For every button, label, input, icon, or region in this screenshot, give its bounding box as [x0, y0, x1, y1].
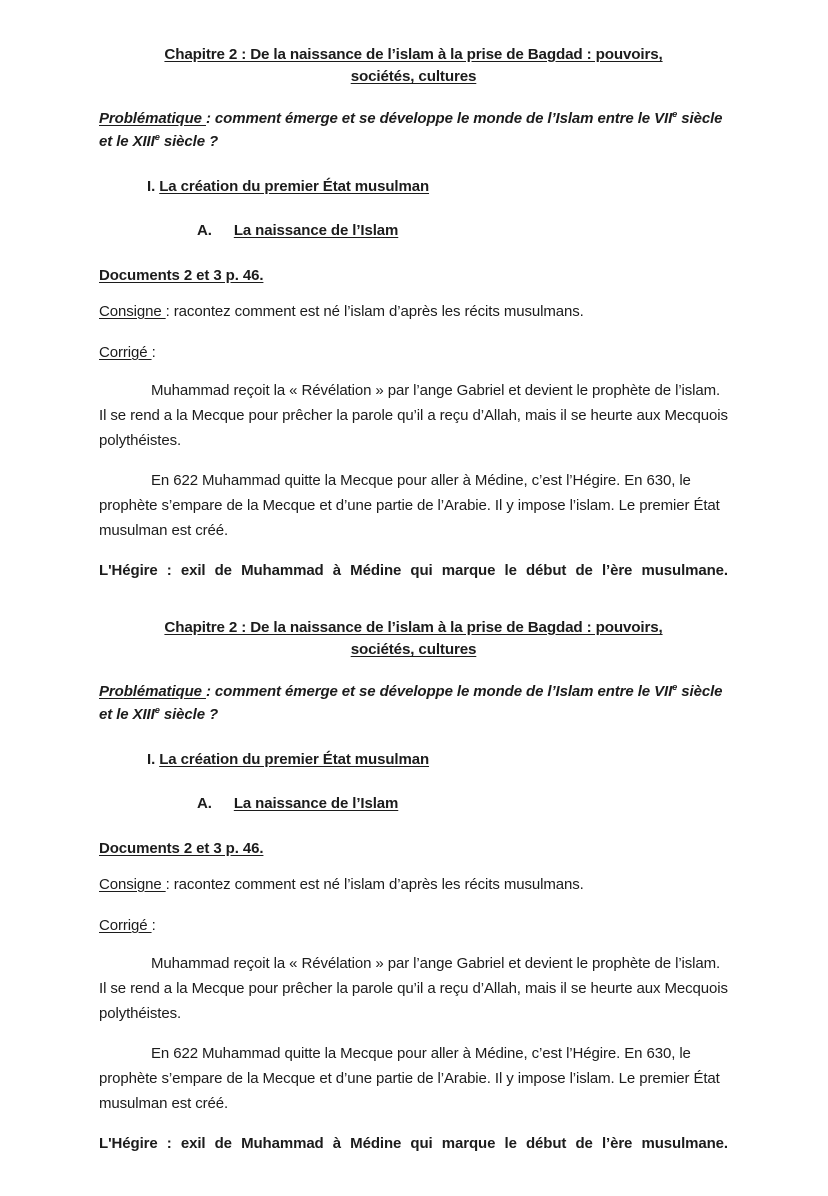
section-heading-a [99, 793, 728, 815]
document-reference-text: Documents 2 et 3 p. 46. [99, 267, 264, 284]
problematique-text-c: siècle ? [159, 132, 219, 150]
corrige-line [99, 915, 728, 936]
section-heading-one [99, 176, 728, 198]
problematique-superscript-1: e [672, 682, 678, 692]
chapter-title-line-1: Chapitre 2 : De la naissance de l’islam à la prise de Bagdad : pouvoirs, [164, 46, 663, 63]
problematique-text-c: siècle ? [159, 705, 219, 723]
chapter-title [99, 617, 728, 661]
problematique-text-b: siècle et le XIII [99, 110, 723, 150]
problematique-text-b: siècle et le XIII [99, 683, 723, 723]
corrige-colon: : [151, 344, 156, 361]
consigne-label: Consigne [99, 303, 166, 320]
lesson-block-2 [99, 617, 728, 1196]
consigne-label: Consigne [99, 876, 166, 893]
section-heading-a-number: A. [197, 795, 212, 812]
lesson-block-1 [99, 44, 728, 623]
corrige-line [99, 342, 728, 363]
corrige-label: Corrigé [99, 917, 152, 934]
problematique [99, 681, 728, 726]
corrige-label: Corrigé [99, 344, 152, 361]
section-heading-one-title: La création du premier État musulman [159, 751, 430, 768]
section-heading-a-title: La naissance de l’Islam [233, 795, 399, 812]
chapter-title-line-2: sociétés, cultures [350, 641, 477, 658]
corrige-paragraph-2: En 622 Muhammad quitte la Mecque pour aller à Médine, c’est l’Hégire. En 630, le prophète s’empare de la Mecque et d’une partie de l’Arabie. Il y impose l’islam. Le premier État musulman est créé. [99, 472, 720, 539]
chapter-title-line-1: Chapitre 2 : De la naissance de l’islam à la prise de Bagdad : pouvoirs, [164, 619, 663, 636]
problematique-superscript-2: e [154, 131, 160, 142]
problematique-text-a: : comment émerge et se développe le monde de l’Islam entre le VII [205, 110, 673, 127]
section-heading-one-number: I. [147, 751, 156, 768]
document-reference [99, 838, 728, 859]
problematique-text-a: : comment émerge et se développe le monde de l’Islam entre le VII [205, 683, 673, 700]
problematique-label: Problématique [99, 110, 206, 127]
section-heading-a [99, 220, 728, 242]
corrige-paragraph-1: Muhammad reçoit la « Révélation » par l’ange Gabriel et devient le prophète de l’islam. Il se rend a la Mecque pour prêcher la parole qu’il a reçu d’Allah, mais il se heurte aux Mecquois polythéistes. [99, 955, 728, 1022]
definition-hegire: L'Hégire : exil de Muhammad à Médine qui marque le début de l’ère musulmane. [99, 1135, 728, 1152]
problematique [99, 108, 728, 153]
corrige-colon: : [151, 917, 156, 934]
section-heading-a-number: A. [197, 222, 212, 239]
corrige-paragraph-2: En 622 Muhammad quitte la Mecque pour aller à Médine, c’est l’Hégire. En 630, le prophète s’empare de la Mecque et d’une partie de l’Arabie. Il y impose l’islam. Le premier État musulman est créé. [99, 1045, 720, 1112]
document-reference [99, 265, 728, 286]
consigne-text: : racontez comment est né l’islam d’après les récits musulmans. [165, 876, 584, 893]
consigne-line [99, 301, 728, 322]
problematique-label: Problématique [99, 683, 206, 700]
problematique-superscript-1: e [672, 109, 678, 119]
section-heading-one-title: La création du premier État musulman [159, 178, 430, 195]
section-heading-a-title: La naissance de l’Islam [233, 222, 399, 239]
section-heading-one-number: I. [147, 178, 156, 195]
chapter-title [99, 44, 728, 88]
corrige-paragraph-1: Muhammad reçoit la « Révélation » par l’ange Gabriel et devient le prophète de l’islam. Il se rend a la Mecque pour prêcher la parole qu’il a reçu d’Allah, mais il se heurte aux Mecquois polythéistes. [99, 382, 728, 449]
document-reference-text: Documents 2 et 3 p. 46. [99, 840, 264, 857]
definition-hegire: L'Hégire : exil de Muhammad à Médine qui marque le début de l’ère musulmane. [99, 562, 728, 579]
consigne-line [99, 874, 728, 895]
section-heading-one [99, 749, 728, 771]
chapter-title-line-2: sociétés, cultures [350, 68, 477, 85]
consigne-text: : racontez comment est né l’islam d’après les récits musulmans. [165, 303, 584, 320]
problematique-superscript-2: e [154, 704, 160, 715]
